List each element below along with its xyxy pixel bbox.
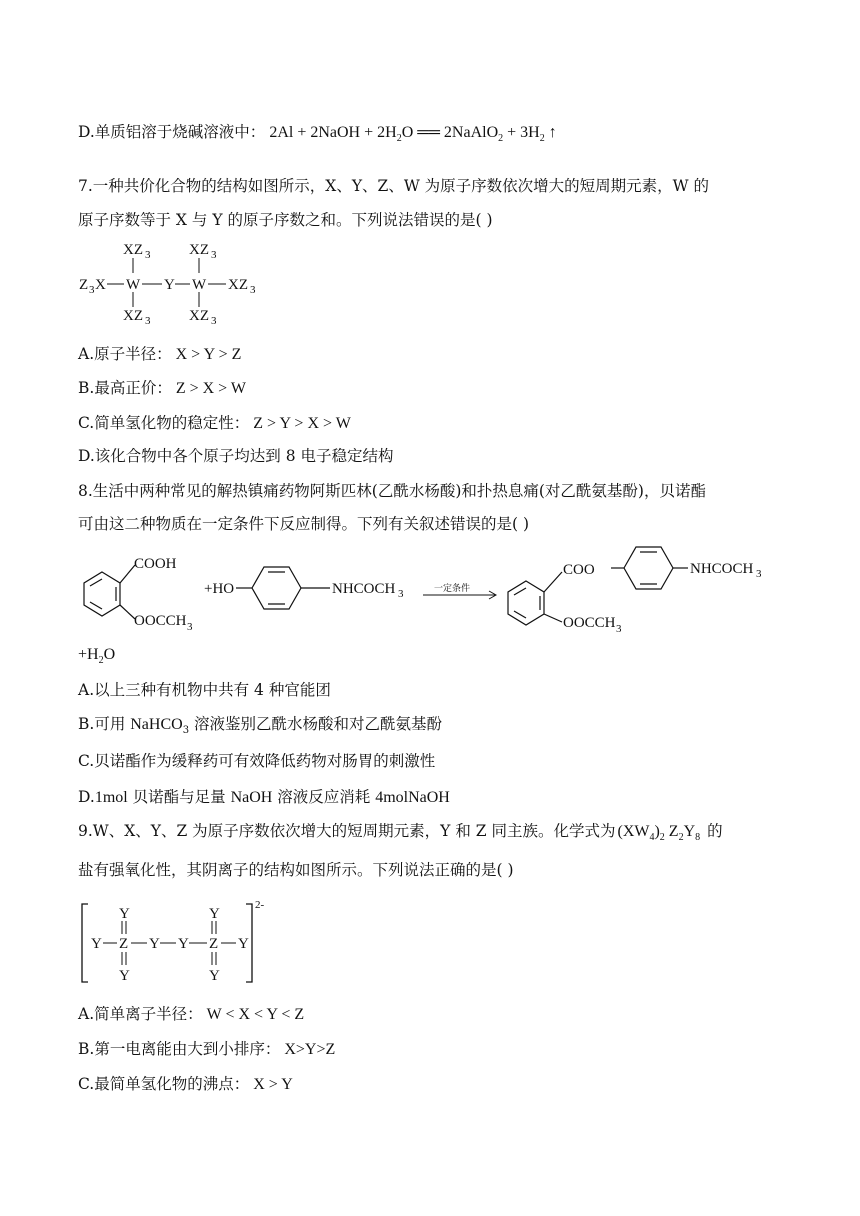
svg-text:XZ: XZ [228,277,249,293]
q8-water-product: $+H_2O$ [78,646,116,667]
svg-text:Y: Y [164,277,175,293]
svg-text:W: W [192,277,207,293]
q9-option-b: B.第一电离能由大到小排序： X>Y>Z [78,1040,336,1058]
svg-text:3: 3 [616,623,622,635]
q9-stem-line2: 盐有强氧化性，其阴离子的结构如图所示。下列说法正确的是( ) [78,861,514,879]
q8-option-c: C.贝诺酯作为缓释药可有效降低药物对肠胃的刺激性 [78,752,436,770]
svg-text:3: 3 [145,249,151,261]
q8-option-b: B.可用 NaHCO$_3$ 溶液鉴别乙酰水杨酸和对乙酰氨基酚 [78,715,442,737]
q7-stem-line2: 原子序数等于 X 与 Y 的原子序数之和。下列说法错误的是( ) [78,211,493,229]
svg-text:Y: Y [209,906,220,922]
svg-text:Y: Y [178,936,189,952]
q7-option-d: D.该化合物中各个原子均达到 8 电子稳定结构 [78,447,394,465]
svg-text:XZ: XZ [189,242,210,258]
svg-text:NHCOCH: NHCOCH [690,561,754,577]
q7-stem-line1: 7.一种共价化合物的结构如图所示，X、Y、Z、W 为原子序数依次增大的短周期元素，W 的 [78,177,710,195]
svg-text:3: 3 [145,315,151,327]
q8-reaction-figure [76,545,786,635]
q9-stem-line1: 9.W、X、Y、Z 为原子序数依次增大的短周期元素，Y 和 Z 同主族。化学式为 $(XW_4)_2$ $Z_2Y_8$ 的 [78,822,723,844]
q8-stem-line1: 8.生活中两种常见的解热镇痛药物阿斯匹林(乙酰水杨酸)和扑热息痛(对乙酰氨基酚)，贝诺酯 [78,482,706,500]
q7-structure-figure [76,236,276,328]
svg-text:XZ: XZ [123,242,144,258]
svg-text:NHCOCH: NHCOCH [332,581,396,597]
svg-text:Y: Y [119,968,130,984]
q8-stem-line2: 可由这二种物质在一定条件下反应制得。下列有关叙述错误的是( ) [78,515,530,533]
svg-text:3: 3 [756,568,762,580]
svg-text:2-: 2- [255,899,265,911]
svg-text:XZ: XZ [123,308,144,324]
svg-text:OOCCH: OOCCH [563,615,616,631]
svg-text:3: 3 [187,621,193,633]
svg-text:3: 3 [89,284,95,296]
q9-anion-figure [78,896,278,988]
q8-option-a: A.以上三种有机物中共有 4 种官能团 [78,681,331,699]
svg-text:COOH: COOH [134,556,177,572]
q9-option-c: C.最简单氢化物的沸点： X > Y [78,1075,293,1093]
svg-text:3: 3 [211,315,217,327]
svg-text:XZ: XZ [189,308,210,324]
q6-d-equation: 2Al + 2NaOH + $2H_2O$ ══ 2NaAlO$_2$ + $3H_2$ ↑ [269,124,557,145]
svg-text:3: 3 [250,284,256,296]
svg-text:Y: Y [119,906,130,922]
svg-text:Y: Y [238,936,249,952]
svg-text:3: 3 [211,249,217,261]
svg-text:Y: Y [149,936,160,952]
q9-option-a: A.简单离子半径： W < X < Y < Z [78,1005,305,1023]
svg-text:X: X [95,277,106,293]
q7-option-c: C.简单氢化物的稳定性： Z > Y > X > W [78,414,351,432]
svg-text:OOCCH: OOCCH [134,613,187,629]
q7-option-b: B.最高正价： Z > X > W [78,379,247,397]
svg-text:Y: Y [209,968,220,984]
svg-text:一定条件: 一定条件 [434,584,471,594]
svg-text:3: 3 [398,588,404,600]
svg-text:Y: Y [91,936,102,952]
q6-option-d: D.单质铝溶于烧碱溶液中： 2Al + 2NaOH + $2H_2O$ ══ 2NaAlO$_2$ + $3H_2$ ↑ [78,123,557,145]
svg-text:Z: Z [119,936,129,952]
svg-text:COO: COO [563,562,595,578]
svg-text:Z: Z [209,936,219,952]
q8-option-d: D.1mol 贝诺酯与足量 NaOH 溶液反应消耗 4molNaOH [78,788,450,806]
svg-text:W: W [126,277,141,293]
q7-option-a: A.原子半径： X > Y > Z [78,345,242,363]
svg-text:Z: Z [79,277,89,293]
svg-text:+HO: +HO [204,581,235,597]
